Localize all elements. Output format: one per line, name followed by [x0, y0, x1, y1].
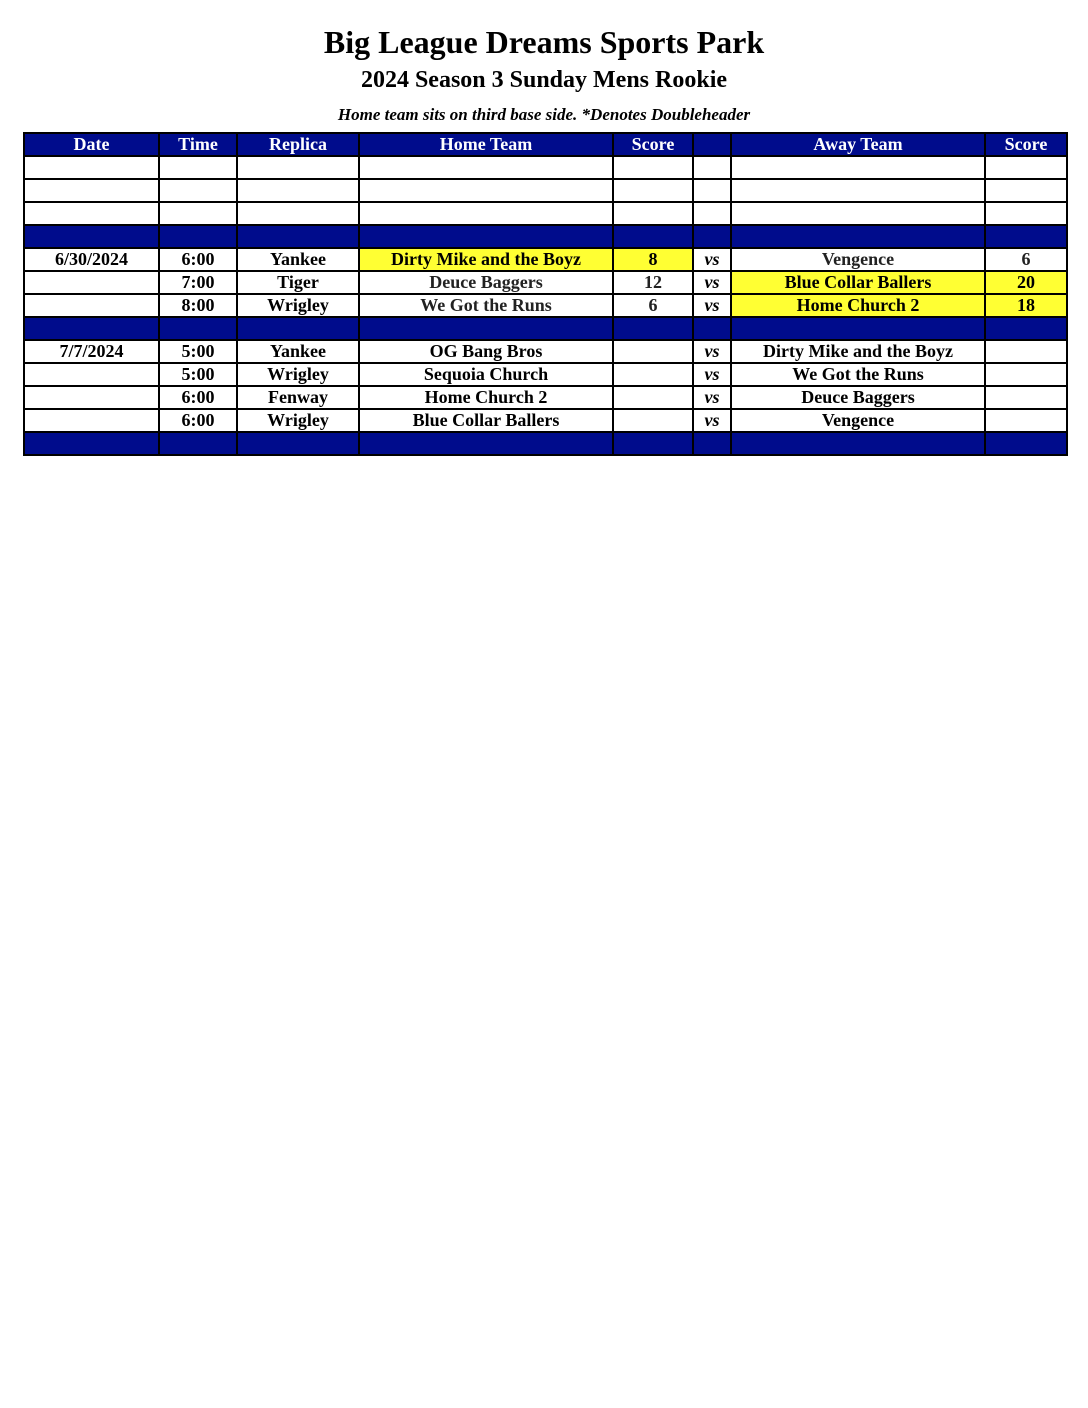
home-team: Home Church 2	[359, 386, 613, 409]
game-time: 7:00	[159, 271, 237, 294]
game-date	[24, 409, 159, 432]
table-row	[24, 409, 1067, 432]
col-header-replica: Replica	[237, 133, 359, 156]
away-score	[985, 386, 1067, 409]
vs-label: vs	[693, 271, 731, 294]
vs-label: vs	[693, 340, 731, 363]
vs-label: vs	[693, 294, 731, 317]
col-header-home-team: Home Team	[359, 133, 613, 156]
empty-row	[24, 156, 1067, 179]
table-header-row	[24, 133, 1067, 156]
col-header-date: Date	[24, 133, 159, 156]
away-score: 6	[985, 248, 1067, 271]
home-score	[613, 363, 693, 386]
col-header-vs	[693, 133, 731, 156]
away-score: 18	[985, 294, 1067, 317]
game-date	[24, 363, 159, 386]
table-row	[24, 248, 1067, 271]
vs-label: vs	[693, 363, 731, 386]
page-title: Big League Dreams Sports Park	[323, 24, 765, 60]
vs-label: vs	[693, 248, 731, 271]
away-team: Vengence	[731, 409, 985, 432]
home-team: Sequoia Church	[359, 363, 613, 386]
game-date	[24, 386, 159, 409]
game-time: 6:00	[159, 386, 237, 409]
empty-row	[24, 179, 1067, 202]
table-row	[24, 294, 1067, 317]
away-team: Deuce Baggers	[731, 386, 985, 409]
col-header-away-score: Score	[985, 133, 1067, 156]
game-date: 6/30/2024	[24, 248, 159, 271]
game-time: 5:00	[159, 363, 237, 386]
away-score	[985, 340, 1067, 363]
schedule-table	[23, 132, 1068, 456]
game-time: 5:00	[159, 340, 237, 363]
away-team: Blue Collar Ballers	[731, 271, 985, 294]
table-row	[24, 386, 1067, 409]
vs-label: vs	[693, 386, 731, 409]
game-time: 6:00	[159, 248, 237, 271]
game-replica: Wrigley	[237, 294, 359, 317]
separator-row	[24, 317, 1067, 340]
away-team: Home Church 2	[731, 294, 985, 317]
table-row	[24, 271, 1067, 294]
game-time: 8:00	[159, 294, 237, 317]
away-score	[985, 363, 1067, 386]
away-score: 20	[985, 271, 1067, 294]
home-team: We Got the Runs	[359, 294, 613, 317]
separator-row	[24, 225, 1067, 248]
season-subtitle: 2024 Season 3 Sunday Mens Rookie	[360, 67, 728, 93]
table-row	[24, 363, 1067, 386]
empty-row	[24, 202, 1067, 225]
away-score	[985, 409, 1067, 432]
game-replica: Yankee	[237, 248, 359, 271]
home-team: OG Bang Bros	[359, 340, 613, 363]
game-replica: Yankee	[237, 340, 359, 363]
game-date	[24, 271, 159, 294]
home-score	[613, 409, 693, 432]
away-team: Dirty Mike and the Boyz	[731, 340, 985, 363]
home-team: Dirty Mike and the Boyz	[359, 248, 613, 271]
home-score: 12	[613, 271, 693, 294]
schedule-note: Home team sits on third base side. *Denotes Doubleheader	[337, 105, 751, 124]
game-replica: Tiger	[237, 271, 359, 294]
away-team: We Got the Runs	[731, 363, 985, 386]
col-header-away-team: Away Team	[731, 133, 985, 156]
game-replica: Fenway	[237, 386, 359, 409]
home-team: Blue Collar Ballers	[359, 409, 613, 432]
home-score: 6	[613, 294, 693, 317]
home-team: Deuce Baggers	[359, 271, 613, 294]
game-replica: Wrigley	[237, 409, 359, 432]
home-score	[613, 340, 693, 363]
game-date: 7/7/2024	[24, 340, 159, 363]
table-row	[24, 340, 1067, 363]
game-time: 6:00	[159, 409, 237, 432]
game-date	[24, 294, 159, 317]
col-header-home-score: Score	[613, 133, 693, 156]
separator-row	[24, 432, 1067, 455]
col-header-time: Time	[159, 133, 237, 156]
vs-label: vs	[693, 409, 731, 432]
game-replica: Wrigley	[237, 363, 359, 386]
home-score	[613, 386, 693, 409]
home-score: 8	[613, 248, 693, 271]
away-team: Vengence	[731, 248, 985, 271]
